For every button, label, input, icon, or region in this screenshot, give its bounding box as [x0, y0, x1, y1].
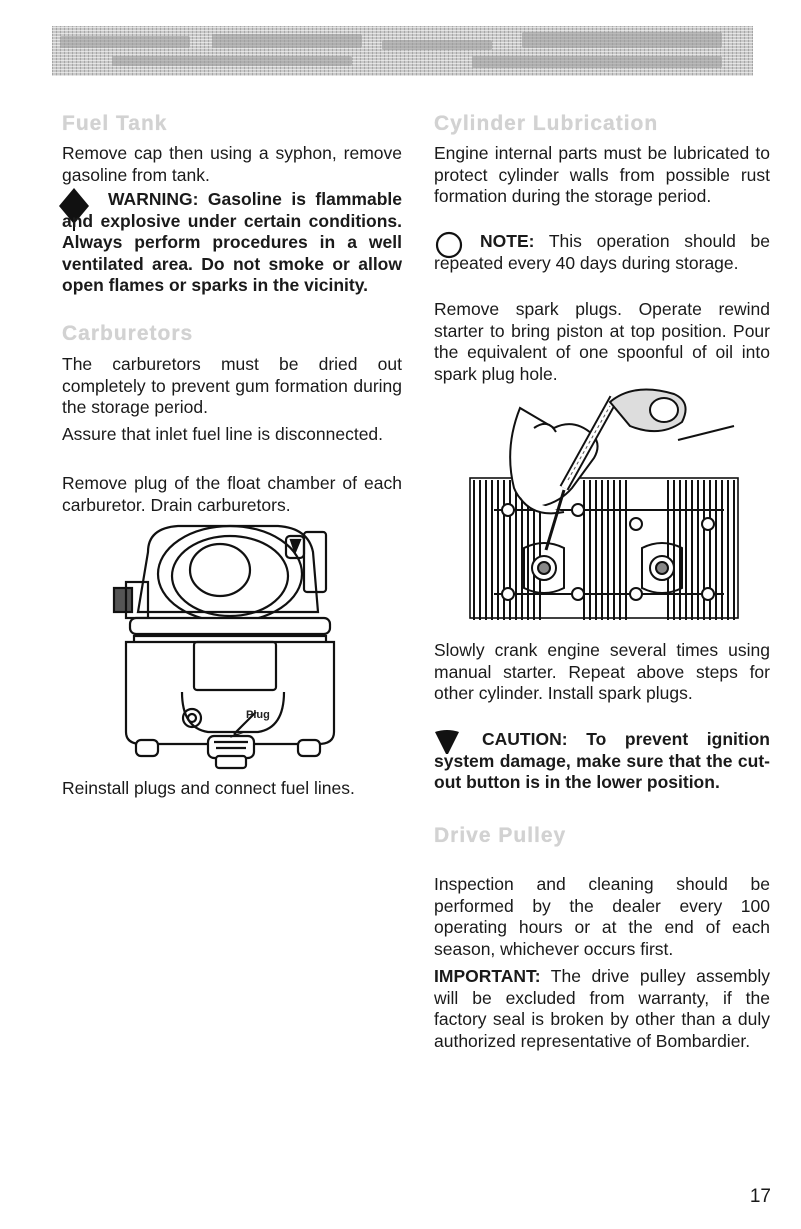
warning-text: Gasoline is flammable and explosive under certain conditions. Always perform procedures in a well ventilated area. Do not smoke or allow open flames or sparks in the vicinity. [62, 189, 402, 295]
header-banner [52, 26, 753, 76]
important-block [434, 966, 770, 1052]
carb-paragraph-3: Remove plug of the float chamber of each carburetor. Drain carburetors. [62, 473, 402, 515]
carb-paragraph-2: Assure that inlet fuel line is disconnected. [62, 424, 384, 444]
cylinder-paragraph-2: Remove spark plugs. Operate rewind starter to bring piston at top position. Pour the equivalent of one spoonful of oil into spark plug hole. [434, 299, 770, 384]
carb-paragraph-1: The carburetors must be dried out completely to prevent gum formation during the storage period. [62, 354, 402, 417]
drive-pulley-title: Drive Pulley [434, 824, 567, 847]
warning-label: WARNING: [108, 189, 199, 209]
important-text: The drive pulley assembly will be excluded from warranty, if the factory seal is broken by other than a duly authorized representative of Bombardier. [434, 966, 771, 1051]
cylinder-lubrication-title: Cylinder Lubrication [434, 112, 659, 135]
figure-plug-label: Plug [246, 709, 270, 721]
cylinder-paragraph-1: Engine internal parts must be lubricated to protect cylinder walls from possible rust formation during the storage period. [434, 143, 770, 206]
fuel-tank-text: Remove cap then using a syphon, remove gasoline from tank. [62, 143, 402, 185]
pulley-paragraph-1: Inspection and cleaning should be performed by the dealer every 100 operating hours or at the end of each season, whichever occurs first. [434, 874, 770, 959]
note-text: This operation should be repeated every 40 days during storage. [434, 231, 771, 273]
carb-paragraph-4: Reinstall plugs and connect fuel lines. [62, 778, 355, 798]
caution-text: To prevent ignition system damage, make sure that the cut-out button is in the lower position. [434, 729, 770, 792]
warning-block [62, 189, 402, 297]
fuel-tank-title: Fuel Tank [62, 112, 168, 135]
page-number: 17 [749, 1186, 771, 1207]
cylinder-paragraph-3: Slowly crank engine several times using manual starter. Repeat above steps for other cylinder. Install spark plugs. [434, 640, 770, 703]
note-block [434, 231, 770, 274]
carburetors-title: Carburetors [62, 322, 194, 345]
caution-label: CAUTION: [482, 729, 568, 749]
carburetor-illustration [108, 522, 348, 772]
cylinder-oil-illustration [464, 388, 744, 628]
note-label: NOTE: [480, 231, 535, 251]
caution-block [434, 729, 770, 794]
important-label: IMPORTANT: [434, 966, 541, 986]
